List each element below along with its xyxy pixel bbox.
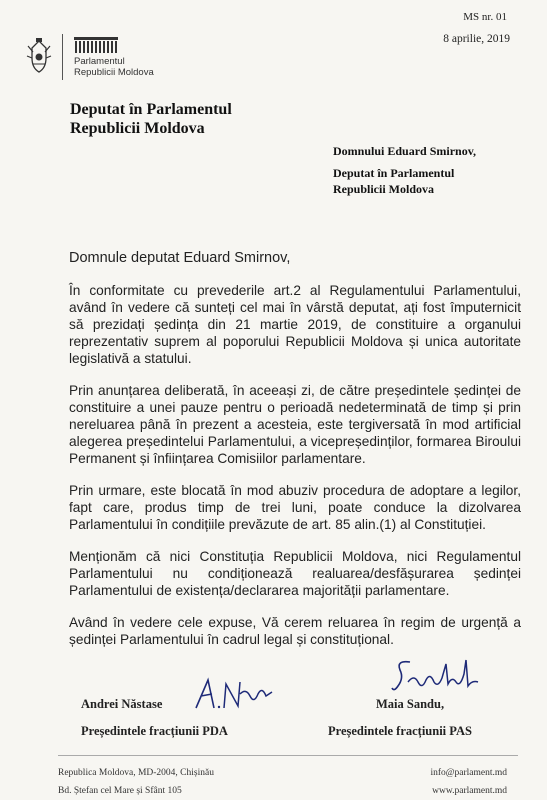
sender-line-1: Deputat în Parlamentul — [70, 101, 232, 118]
paragraph-2: Prin anunțarea deliberată, în aceeași zi, de către președintele ședinței de constituire a unei pauze pentru o perioadă nedeterminată de timp și prin nereluarea până în prezent a acesteia, este tergiversată în mod artificial alegerea președintelui Parlamentului, a vicepreședinților, formarea Biroului Permanent și înființarea Comisiilor parlamentare. — [69, 383, 521, 466]
letter-date: 8 aprilie, 2019 — [443, 33, 510, 45]
signatory-left-title: Președintele fracțiunii PDA — [81, 724, 228, 738]
institution-line-1: Parlamentul — [74, 56, 125, 67]
paragraph-5: Având în vedere cele expuse, Vă cerem reluarea în regim de urgență a ședinței Parlamentului în cadrul legal și constituțional. — [69, 615, 521, 647]
sender-line-2: Republicii Moldova — [70, 120, 205, 137]
footer-website: www.parlament.md — [432, 786, 507, 796]
parliament-building-icon — [74, 36, 118, 54]
signature-nastase — [192, 674, 276, 714]
signatory-right-name: Maia Sandu, — [376, 697, 445, 711]
reference-number: MS nr. 01 — [463, 11, 507, 23]
paragraph-1: În conformitate cu prevederile art.2 al Regulamentului Parlamentului, având în vedere că sunteți cel mai în vârstă deputat, ați fost împuternicit să prezidați ședința din 21 martie 2019, de constituire a organului reprezentativ suprem al poporului Republicii Moldova și unica autoritate legislativă a statului. — [69, 283, 521, 366]
signatory-right-title: Președintele fracțiunii PAS — [328, 724, 472, 738]
signature-sandu — [390, 654, 482, 698]
coat-of-arms-icon — [24, 38, 54, 76]
footer-address-1: Republica Moldova, MD-2004, Chișinău — [58, 768, 214, 778]
recipient-line-2: Deputat în Parlamentul — [333, 166, 455, 180]
sender-block — [70, 100, 232, 138]
recipient-line-3: Republicii Moldova — [333, 182, 435, 196]
institution-line-2: Republicii Moldova — [74, 67, 154, 78]
recipient-line-1: Domnului Eduard Smirnov, — [333, 144, 477, 158]
institution-name — [74, 56, 154, 78]
signatory-left-name: Andrei Năstase — [81, 697, 163, 711]
footer-email: info@parlament.md — [430, 768, 507, 778]
footer-divider — [58, 755, 518, 756]
header-divider — [62, 34, 63, 80]
letter-body — [69, 282, 521, 663]
footer-address-2: Bd. Ștefan cel Mare și Sfânt 105 — [58, 786, 182, 796]
paragraph-4: Menționăm că nici Constituția Republicii Moldova, nici Regulamentul Parlamentului nu condiționează realuarea/desfășurarea ședinței Parlamentului de existența/declararea majorității parlamentare. — [69, 549, 521, 598]
salutation: Domnule deputat Eduard Smirnov, — [69, 250, 291, 266]
recipient-block — [333, 143, 476, 197]
paragraph-3: Prin urmare, este blocată în mod abuziv procedura de adoptare a legilor, fapt care, produs timp de trei luni, poate conduce la dizolvarea Parlamentului în condițiile prevăzute de art. 85 alin.(1) al Constituției. — [69, 483, 521, 532]
